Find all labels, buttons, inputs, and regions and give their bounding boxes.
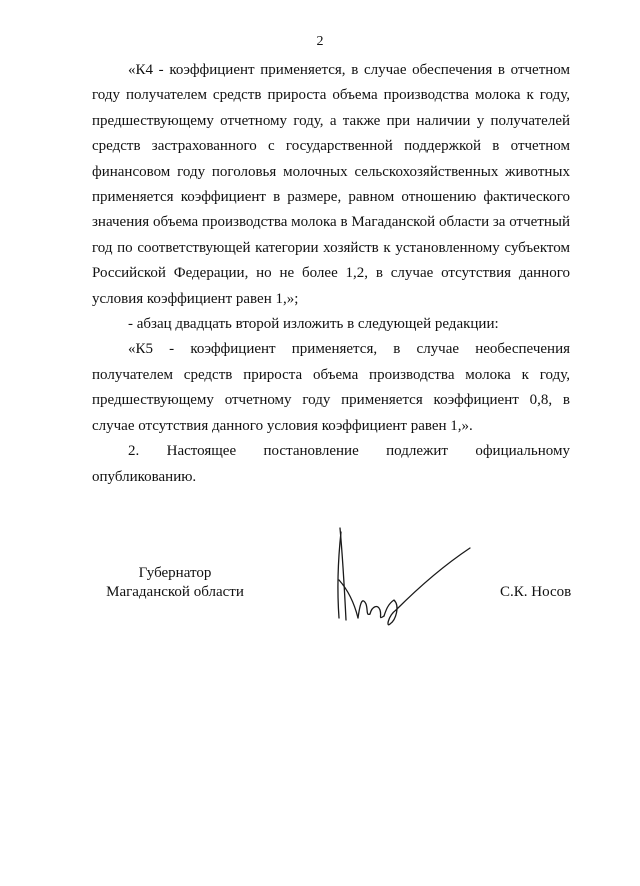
paragraph-amendment-instruction: - абзац двадцать второй изложить в следующей редакции: <box>128 316 499 333</box>
paragraph-k4: «К4 - коэффициент применяется, в случае обеспечения в отчетном году получателем средств прироста объема производства молока к году, предшествующему отчетному году, а также при наличии у получателей средств застрахованного с государственной поддержкой в отчетном финансовом году поголовья молочных сельскохозяйственных животных применяется коэффициент в размере, равном отношению фактического значения объема производства молока в Магаданской области за отчетный год по соответствующей категории хозяйств к установленному субъектом Российской Федерации, но не более 1,2, в случае отсутствия данного условия коэффициент равен 1,»; <box>92 62 570 307</box>
paragraph-k5: «К5 - коэффициент применяется, в случае необеспечения получателем средств прироста объема производства молока к году, предшествующему отчетному году применяется коэффициент 0,8, в случае отсутствия данного условия коэффициент равен 1,». <box>92 341 570 434</box>
signature-block <box>0 564 640 654</box>
signer-name: С.К. Носов <box>500 584 572 600</box>
signer-position-line2: Магаданской области <box>106 584 244 600</box>
document-body <box>92 58 570 490</box>
signer-position-line1: Губернатор <box>138 565 212 581</box>
signer-position <box>100 564 250 602</box>
paragraph-publication: 2. Настоящее постановление подлежит официальному опубликованию. <box>92 443 570 485</box>
handwritten-signature-icon <box>328 520 478 630</box>
page-number: 2 <box>316 34 324 49</box>
